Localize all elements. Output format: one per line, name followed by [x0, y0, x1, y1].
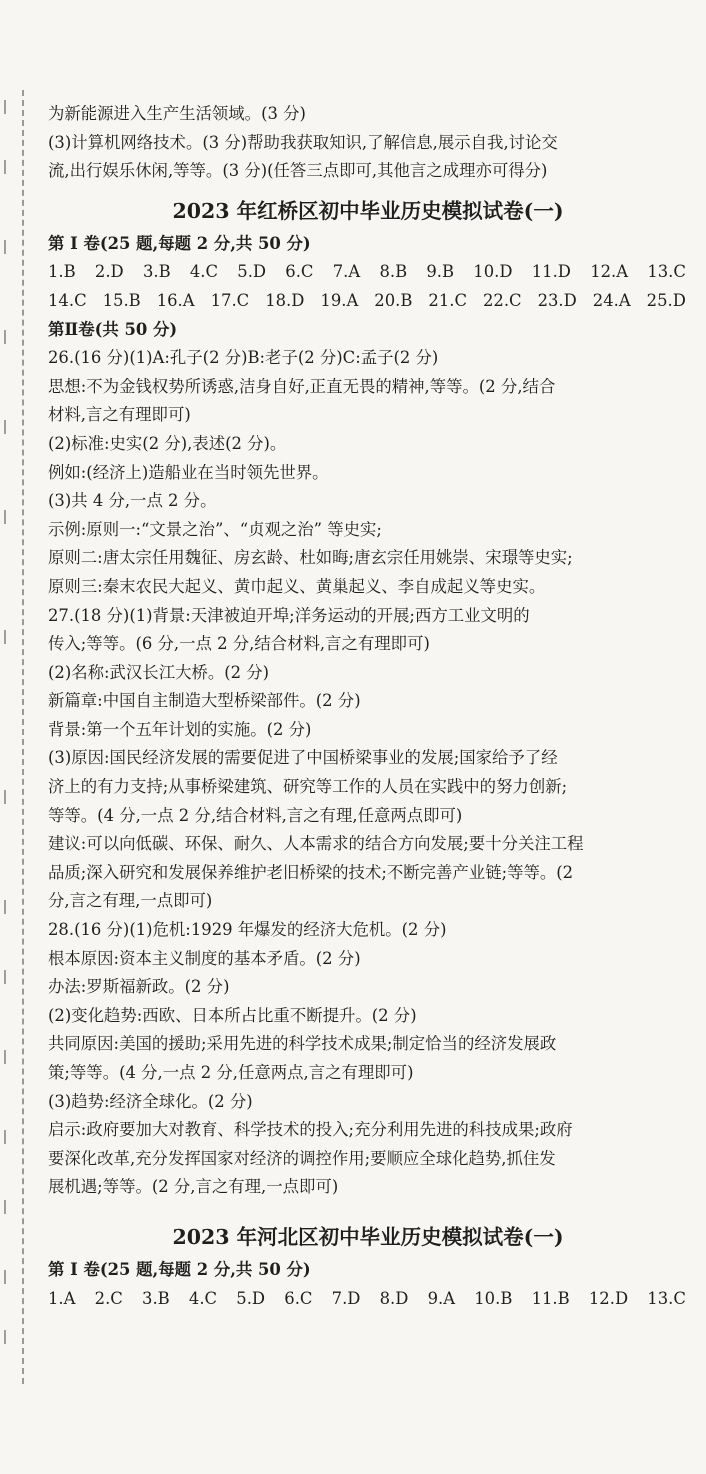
- answer-item: 12.D: [588, 1288, 629, 1308]
- answer-line: 背景:第一个五年计划的实施。(2 分): [48, 719, 312, 739]
- answer-line: 分,言之有理,一点即可): [48, 891, 213, 911]
- answer-item: 15.B: [102, 290, 141, 310]
- continuation-line: 流,出行娱乐休闲,等等。(3 分)(任答三点即可,其他言之成理亦可得分): [48, 161, 548, 181]
- answer-line: 济上的有力支持;从事桥梁建筑、研究等工作的人员在实践中的努力创新;: [48, 777, 568, 797]
- answer-item: 10.D: [473, 262, 513, 282]
- answer-line: (2)标准:史实(2 分),表述(2 分)。: [48, 433, 287, 453]
- binding-dashed-line: [22, 90, 24, 1384]
- answer-line: 示例:原则一:“文景之治”、“贞观之治” 等史实;: [48, 519, 382, 539]
- answer-item: 6.C: [284, 1288, 313, 1308]
- answer-item: 3.B: [142, 262, 171, 282]
- exam2-answers-row1: [48, 1285, 688, 1314]
- answer-line: 例如:(经济上)造船业在当时领先世界。: [48, 462, 329, 482]
- answer-item: 4.C: [188, 1288, 218, 1308]
- answer-item: 3.B: [142, 1288, 170, 1308]
- answer-item: 11.B: [531, 1288, 570, 1308]
- answer-line: (2)名称:武汉长江大桥。(2 分): [48, 662, 270, 682]
- answer-item: 23.D: [537, 290, 577, 310]
- answer-item: 19.A: [320, 290, 359, 310]
- answer-line: 28.(16 分)(1)危机:1929 年爆发的经济大危机。(2 分): [48, 920, 447, 940]
- answer-item: 1.A: [48, 1288, 76, 1308]
- exam1-title: 2023 年红桥区初中毕业历史模拟试卷(一): [172, 198, 564, 223]
- answer-line: 原则三:秦末农民大起义、黄巾起义、黄巢起义、李自成起义等史实。: [48, 576, 546, 596]
- answer-item: 13.C: [647, 262, 686, 282]
- exam1-part2-heading: 第Ⅱ卷(共 50 分): [48, 319, 178, 339]
- exam1-answers-row1: [48, 258, 688, 287]
- binding-margin-marks: [0, 90, 18, 1390]
- answer-item: 5.D: [237, 262, 267, 282]
- answer-item: 2.C: [94, 1288, 123, 1308]
- answer-item: 8.D: [379, 1288, 409, 1308]
- answer-item: 13.C: [647, 1288, 686, 1308]
- answer-line: 传入;等等。(6 分,一点 2 分,结合材料,言之有理即可): [48, 634, 430, 654]
- exam2-part1-heading: 第 I 卷(25 题,每题 2 分,共 50 分): [48, 1259, 311, 1279]
- answer-item: 22.C: [482, 290, 522, 310]
- answer-item: 11.D: [531, 262, 571, 282]
- answer-line: 新篇章:中国自主制造大型桥梁部件。(2 分): [48, 691, 361, 711]
- page-content: [48, 100, 688, 1313]
- answer-item: 18.D: [265, 290, 305, 310]
- continuation-line: 为新能源进入生产生活领域。(3 分): [48, 104, 306, 123]
- answer-line: 启示:政府要加大对教育、科学技术的投入;充分利用先进的科技成果;政府: [48, 1120, 573, 1140]
- answer-line: 原则二:唐太宗任用魏征、房玄龄、杜如晦;唐玄宗任用姚崇、宋璟等史实;: [48, 548, 573, 568]
- answer-line: 思想:不为金钱权势所诱惑,洁身自好,正直无畏的精神,等等。(2 分,结合: [48, 376, 556, 396]
- answer-item: 7.A: [332, 262, 361, 282]
- answer-line: (3)原因:国民经济发展的需要促进了中国桥梁事业的发展;国家给予了经: [48, 748, 558, 768]
- answer-line: 26.(16 分)(1)A:孔子(2 分)B:老子(2 分)C:孟子(2 分): [48, 348, 439, 368]
- answer-item: 25.D: [646, 290, 686, 310]
- answer-line: 建议:可以向低碳、环保、耐久、人本需求的结合方向发展;要十分关注工程: [48, 834, 584, 854]
- answer-line: (3)趋势:经济全球化。(2 分): [48, 1091, 253, 1111]
- answer-item: 9.A: [427, 1288, 456, 1308]
- answer-line: (2)变化趋势:西欧、日本所占比重不断提升。(2 分): [48, 1005, 417, 1025]
- answer-line: 展机遇;等等。(2 分,言之有理,一点即可): [48, 1177, 339, 1197]
- answer-item: 20.B: [374, 290, 413, 310]
- answer-line: 等等。(4 分,一点 2 分,结合材料,言之有理,任意两点即可): [48, 805, 463, 825]
- exam1-part1-heading: 第 I 卷(25 题,每题 2 分,共 50 分): [48, 233, 311, 253]
- answer-item: 9.B: [426, 262, 455, 282]
- answer-item: 2.D: [94, 262, 124, 282]
- continuation-line: (3)计算机网络技术。(3 分)帮助我获取知识,了解信息,展示自我,讨论交: [48, 132, 558, 152]
- answer-item: 4.C: [189, 262, 219, 282]
- answer-item: 21.C: [428, 290, 467, 310]
- answer-item: 14.C: [48, 290, 87, 310]
- answer-line: 策;等等。(4 分,一点 2 分,任意两点,言之有理即可): [48, 1063, 414, 1082]
- exam1-answers-row2: [48, 287, 688, 316]
- answer-item: 17.C: [210, 290, 250, 310]
- answer-line: 材料,言之有理即可): [48, 405, 191, 425]
- answer-line: 27.(18 分)(1)背景:天津被迫开埠;洋务运动的开展;西方工业文明的: [48, 605, 530, 625]
- answer-item: 6.C: [285, 262, 314, 282]
- answer-line: 办法:罗斯福新政。(2 分): [48, 977, 230, 997]
- answer-line: 品质;深入研究和发展保养维护老旧桥梁的技术;不断完善产业链;等等。(2: [48, 862, 574, 882]
- answer-item: 24.A: [592, 290, 631, 310]
- exam2-title: 2023 年河北区初中毕业历史模拟试卷(一): [172, 1224, 564, 1249]
- answer-item: 5.D: [236, 1288, 266, 1308]
- answer-item: 8.B: [379, 262, 408, 282]
- answer-line: (3)共 4 分,一点 2 分。: [48, 491, 217, 511]
- answer-line: 要深化改革,充分发挥国家对经济的调控作用;要顺应全球化趋势,抓住发: [48, 1148, 556, 1168]
- answer-item: 12.A: [590, 262, 629, 282]
- answer-line: 根本原因:资本主义制度的基本矛盾。(2 分): [48, 948, 361, 968]
- answer-item: 1.B: [48, 262, 76, 282]
- answer-line: 共同原因:美国的援助;采用先进的科学技术成果;制定恰当的经济发展政: [48, 1034, 557, 1054]
- answer-item: 10.B: [474, 1288, 513, 1308]
- answer-item: 7.D: [331, 1288, 361, 1308]
- answer-item: 16.A: [156, 290, 195, 310]
